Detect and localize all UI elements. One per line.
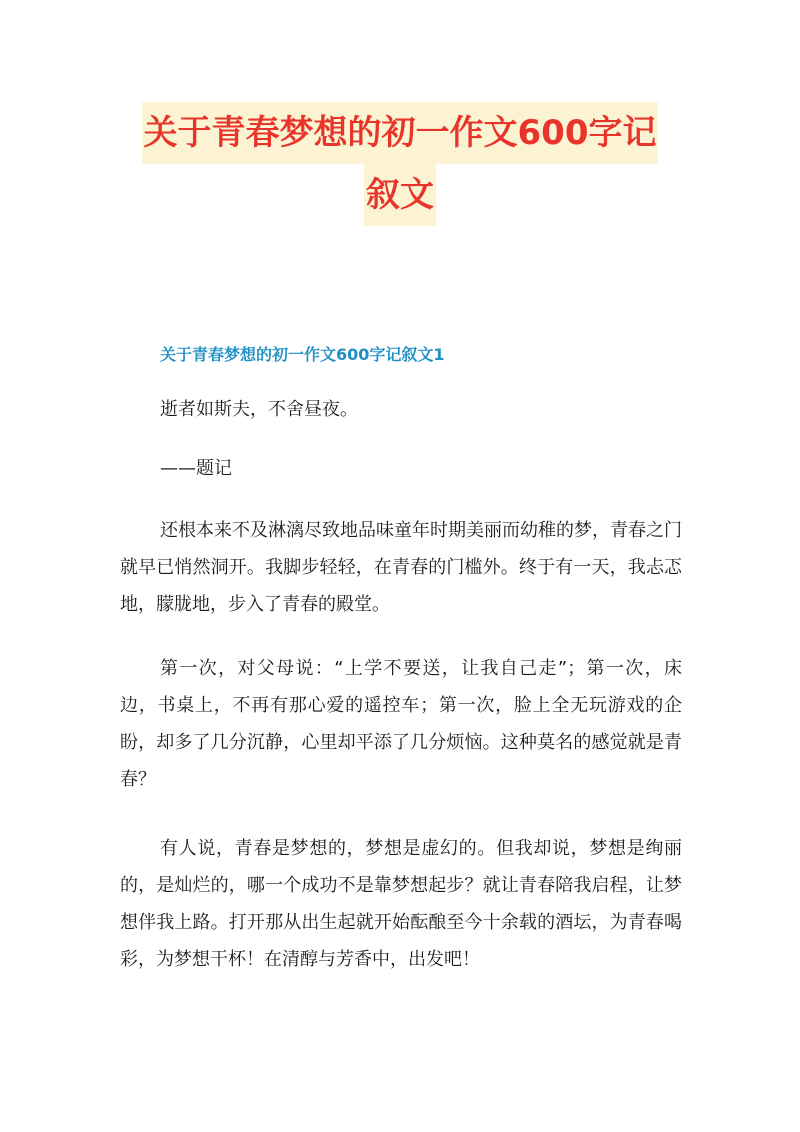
paragraph-3-text: 有人说，青春是梦想的，梦想是虚幻的。但我却说，梦想是绚丽的，是灿烂的，哪一个成功不是靠梦想起步？就让青春陪我启程，让梦想伴我上路。打开那从出生起就开始酝酿至今十余载的酒坛，为青春喝彩，为梦想干杯！在清醇与芳香中，出发吧！ — [120, 838, 682, 970]
paragraph-2-text: 第一次，对父母说：“上学不要送，让我自己走”；第一次，床边，书桌上，不再有那心爱的遥控车；第一次，脸上全无玩游戏的企盼，却多了几分沉静，心里却平添了几分烦恼。这种莫名的感觉就是青春？ — [120, 658, 682, 790]
paragraph-2 — [120, 650, 682, 798]
paragraph-3 — [120, 830, 682, 978]
section-heading: 关于青春梦想的初一作文600字记叙文1 — [160, 345, 445, 364]
epigraph: 逝者如斯夫，不舍昼夜。 — [160, 399, 358, 420]
paragraph-1 — [120, 512, 682, 623]
epigraph-attribution: ——题记 — [160, 458, 232, 479]
paragraph-1-text: 还根本来不及淋漓尽致地品味童年时期美丽而幼稚的梦，青春之门就早已悄然洞开。我脚步轻轻，在青春的门槛外。终于有一天，我忐忑地，朦胧地，步入了青春的殿堂。 — [120, 520, 682, 615]
title-line-1: 关于青春梦想的初一作文600字记 — [142, 102, 659, 164]
title-line-2: 叙文 — [364, 164, 436, 226]
document-title — [100, 102, 700, 226]
